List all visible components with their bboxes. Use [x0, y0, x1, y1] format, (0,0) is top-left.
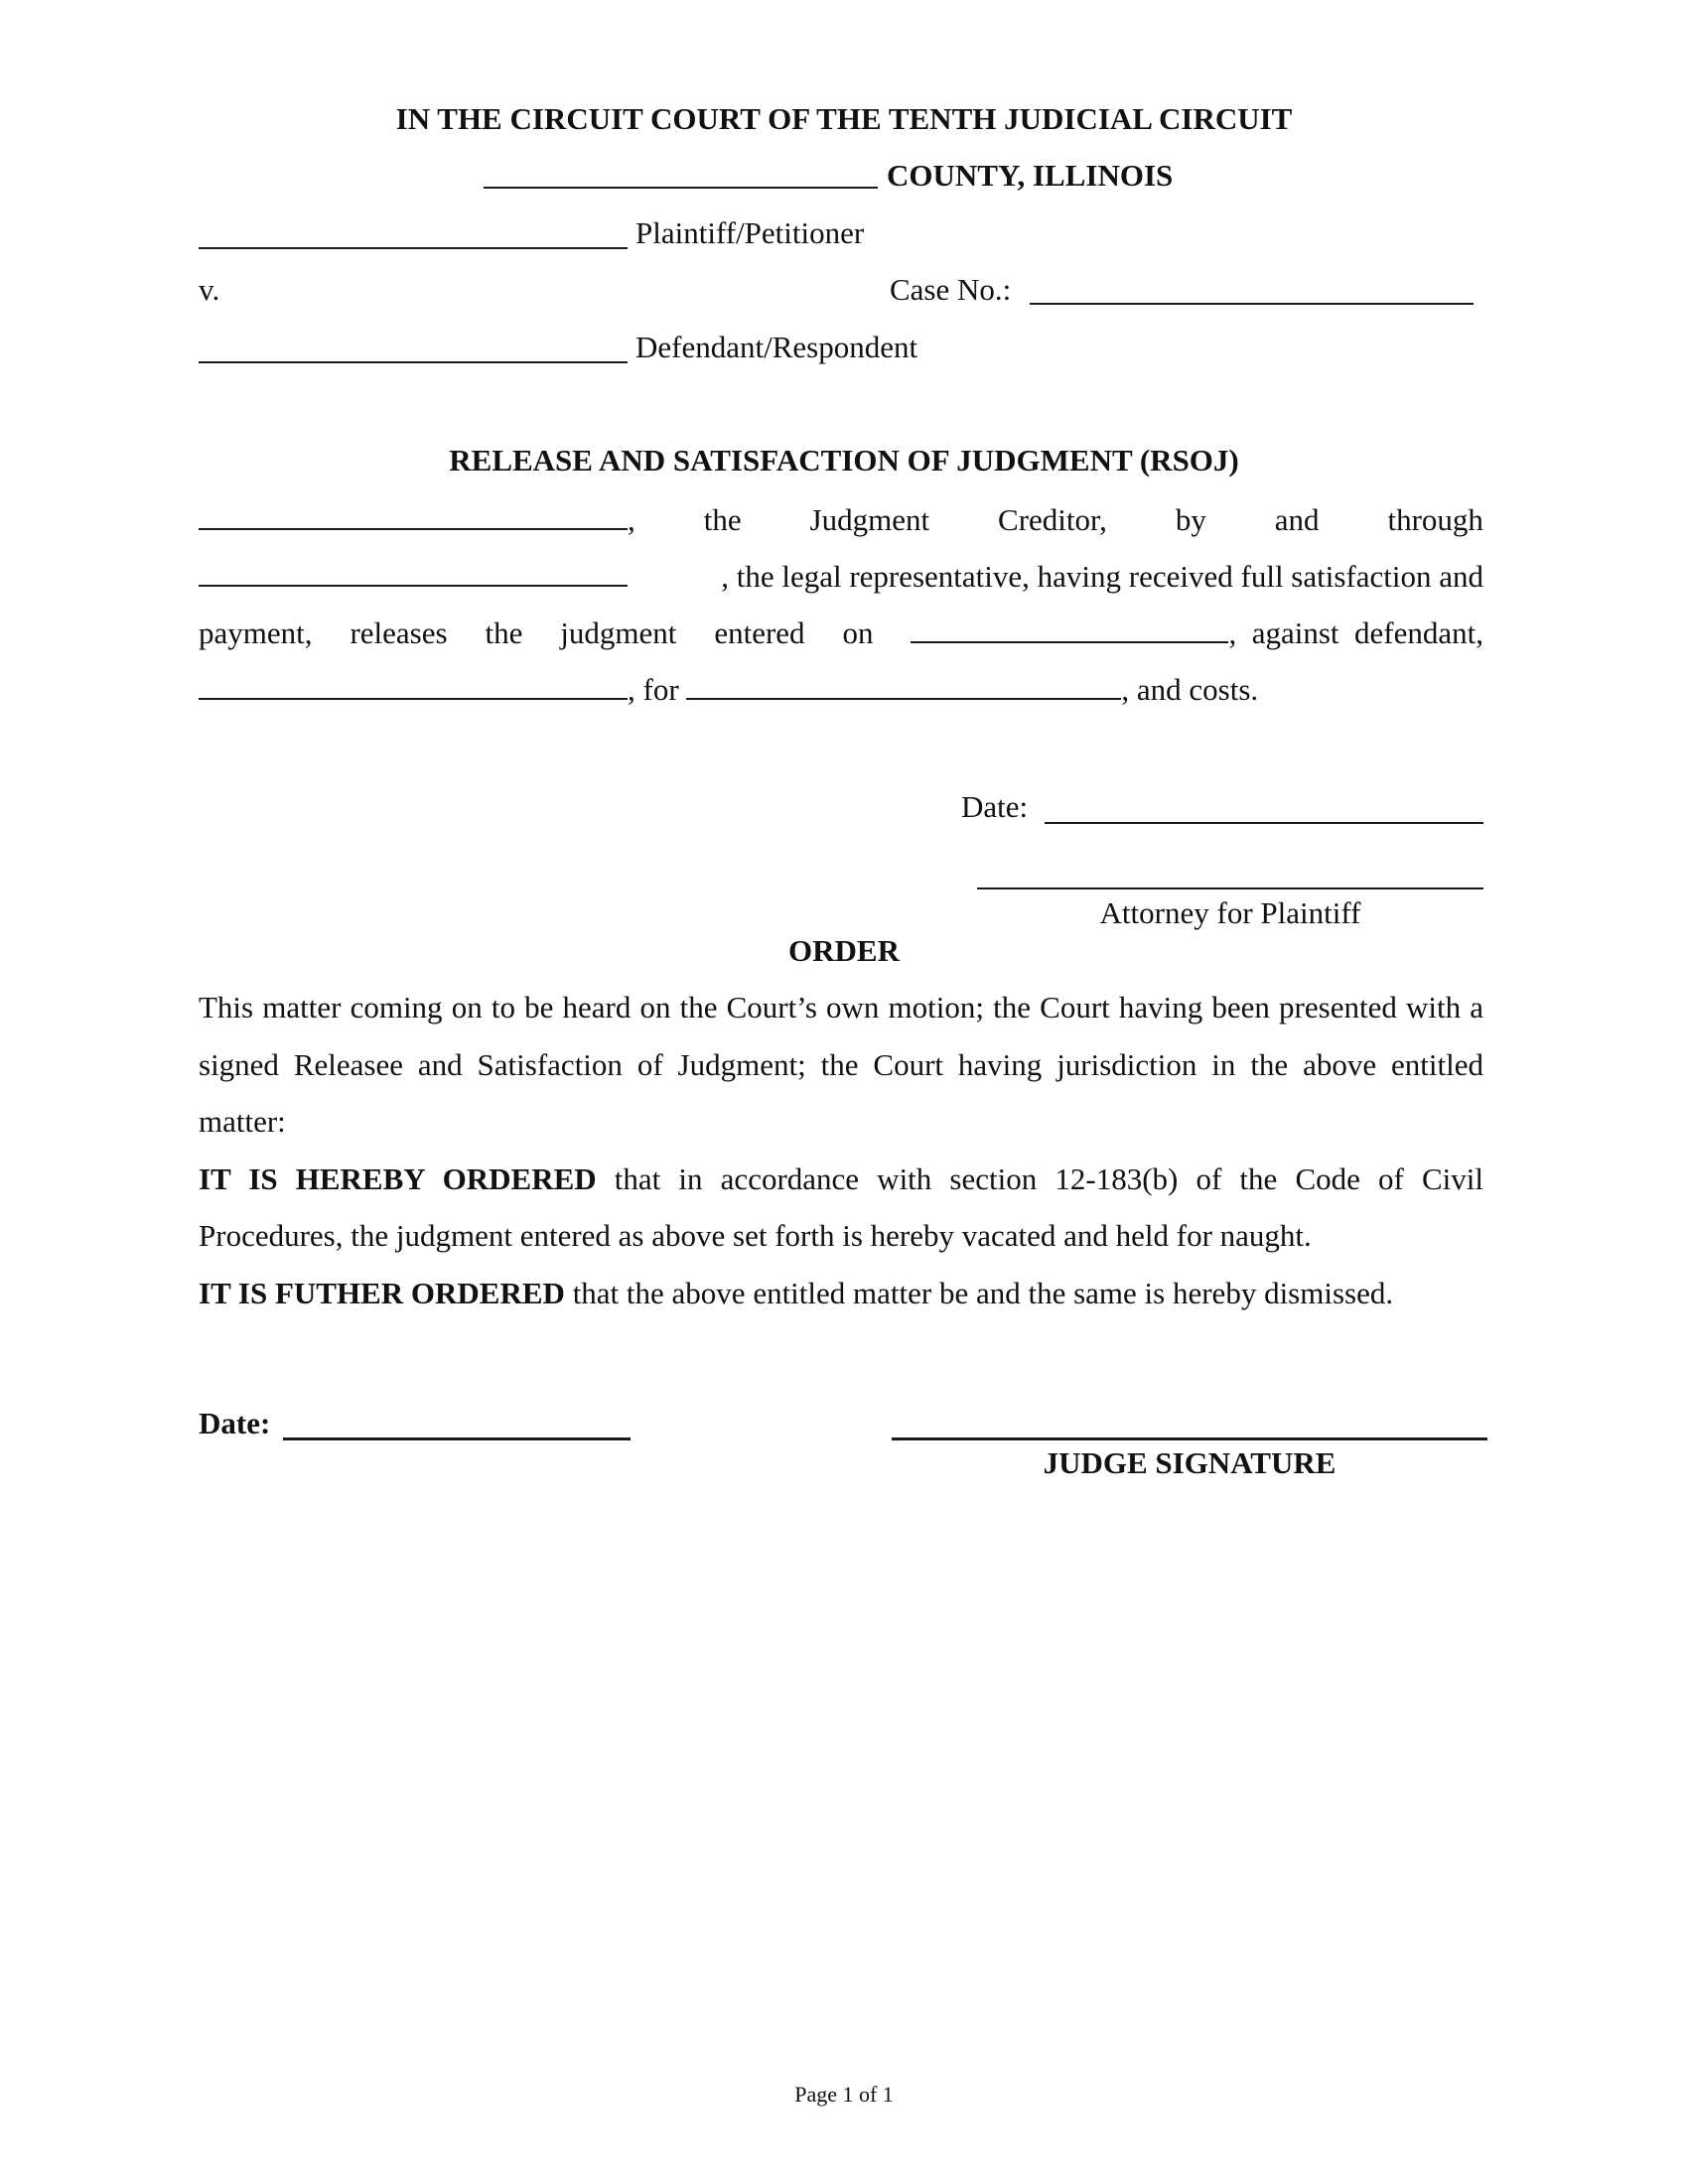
release-word: judgment: [560, 615, 677, 650]
page-number: Page 1 of 1: [794, 2082, 894, 2107]
county-label: COUNTY, ILLINOIS: [887, 158, 1174, 193]
legal-representative-blank[interactable]: [199, 555, 628, 587]
versus-label: v.: [199, 272, 220, 307]
release-line-3-end: [911, 612, 1483, 653]
case-number-blank[interactable]: [1030, 303, 1474, 305]
release-word: by: [1175, 502, 1206, 537]
release-word: the: [703, 502, 742, 537]
release-word: through: [1387, 502, 1483, 537]
release-line-3: [199, 612, 1483, 653]
order-heading-1: IT IS HEREBY ORDERED: [199, 1160, 597, 1196]
plaintiff-label: Plaintiff/Petitioner: [635, 215, 865, 250]
release-costs-text: , and costs.: [1121, 672, 1259, 707]
attorney-signature-line[interactable]: [977, 887, 1483, 889]
release-word: and: [1274, 502, 1320, 537]
release-word: Judgment: [809, 502, 930, 537]
release-word: ,: [628, 502, 635, 537]
release-word: on: [842, 615, 874, 650]
creditor-name-blank[interactable]: [199, 498, 628, 530]
release-for-word: , for: [628, 672, 679, 707]
attorney-date-label: Date:: [961, 789, 1029, 824]
judgment-amount-blank[interactable]: [686, 668, 1121, 700]
case-number-label: Case No.:: [890, 272, 1012, 307]
order-text-1: that in accordance with section 12-183(b) of the Code of Civil Procedures, the judgment entered as above set forth is hereby vacated and held for naught.: [199, 1160, 1483, 1253]
judge-signature-label: JUDGE SIGNATURE: [1043, 1445, 1336, 1480]
defendant-name-blank[interactable]: [199, 361, 628, 363]
order-body: [199, 979, 1483, 1321]
judge-signature-line[interactable]: [892, 1437, 1487, 1440]
order-text-2: that the above entitled matter be and the same is hereby dismissed.: [564, 1275, 1394, 1310]
order-heading-2: IT IS FUTHER ORDERED: [199, 1275, 565, 1310]
release-line-1: [199, 498, 1483, 540]
release-line-1-start: [199, 498, 635, 540]
release-line-2-text: , the legal representative, having received full satisfaction and: [721, 559, 1483, 594]
order-intro: This matter coming on to be heard on the Court’s own motion; the Court having been presented with a signed Releasee and Satisfaction of Judgment; the Court having jurisdiction in the above entitled matter:: [199, 990, 1483, 1139]
judge-date-blank[interactable]: [283, 1437, 631, 1440]
order-title: ORDER: [788, 933, 900, 968]
court-title: IN THE CIRCUIT COURT OF THE TENTH JUDICIAL CIRCUIT: [395, 101, 1293, 136]
judgment-date-blank[interactable]: [911, 612, 1228, 643]
judge-date-label: Date:: [199, 1406, 271, 1440]
attorney-label: Attorney for Plaintiff: [1099, 895, 1361, 930]
release-word: entered: [714, 615, 805, 650]
release-line-3-tail: , against defendant,: [1228, 615, 1483, 650]
attorney-date-blank[interactable]: [1045, 822, 1483, 824]
release-word: payment,: [199, 615, 313, 650]
county-blank[interactable]: [484, 187, 878, 189]
release-line-2: [199, 555, 1483, 597]
plaintiff-name-blank[interactable]: [199, 247, 628, 249]
defendant-name-blank-2[interactable]: [199, 668, 628, 700]
release-title: RELEASE AND SATISFACTION OF JUDGMENT (RSOJ): [449, 443, 1239, 478]
order-paragraph-1: [199, 1151, 1483, 1265]
release-word: Creditor,: [998, 502, 1107, 537]
order-paragraph-2: [199, 1265, 1483, 1322]
release-line-4: [199, 668, 1258, 710]
release-word: releases: [350, 615, 448, 650]
release-word: the: [485, 615, 523, 650]
defendant-label: Defendant/Respondent: [635, 330, 918, 364]
